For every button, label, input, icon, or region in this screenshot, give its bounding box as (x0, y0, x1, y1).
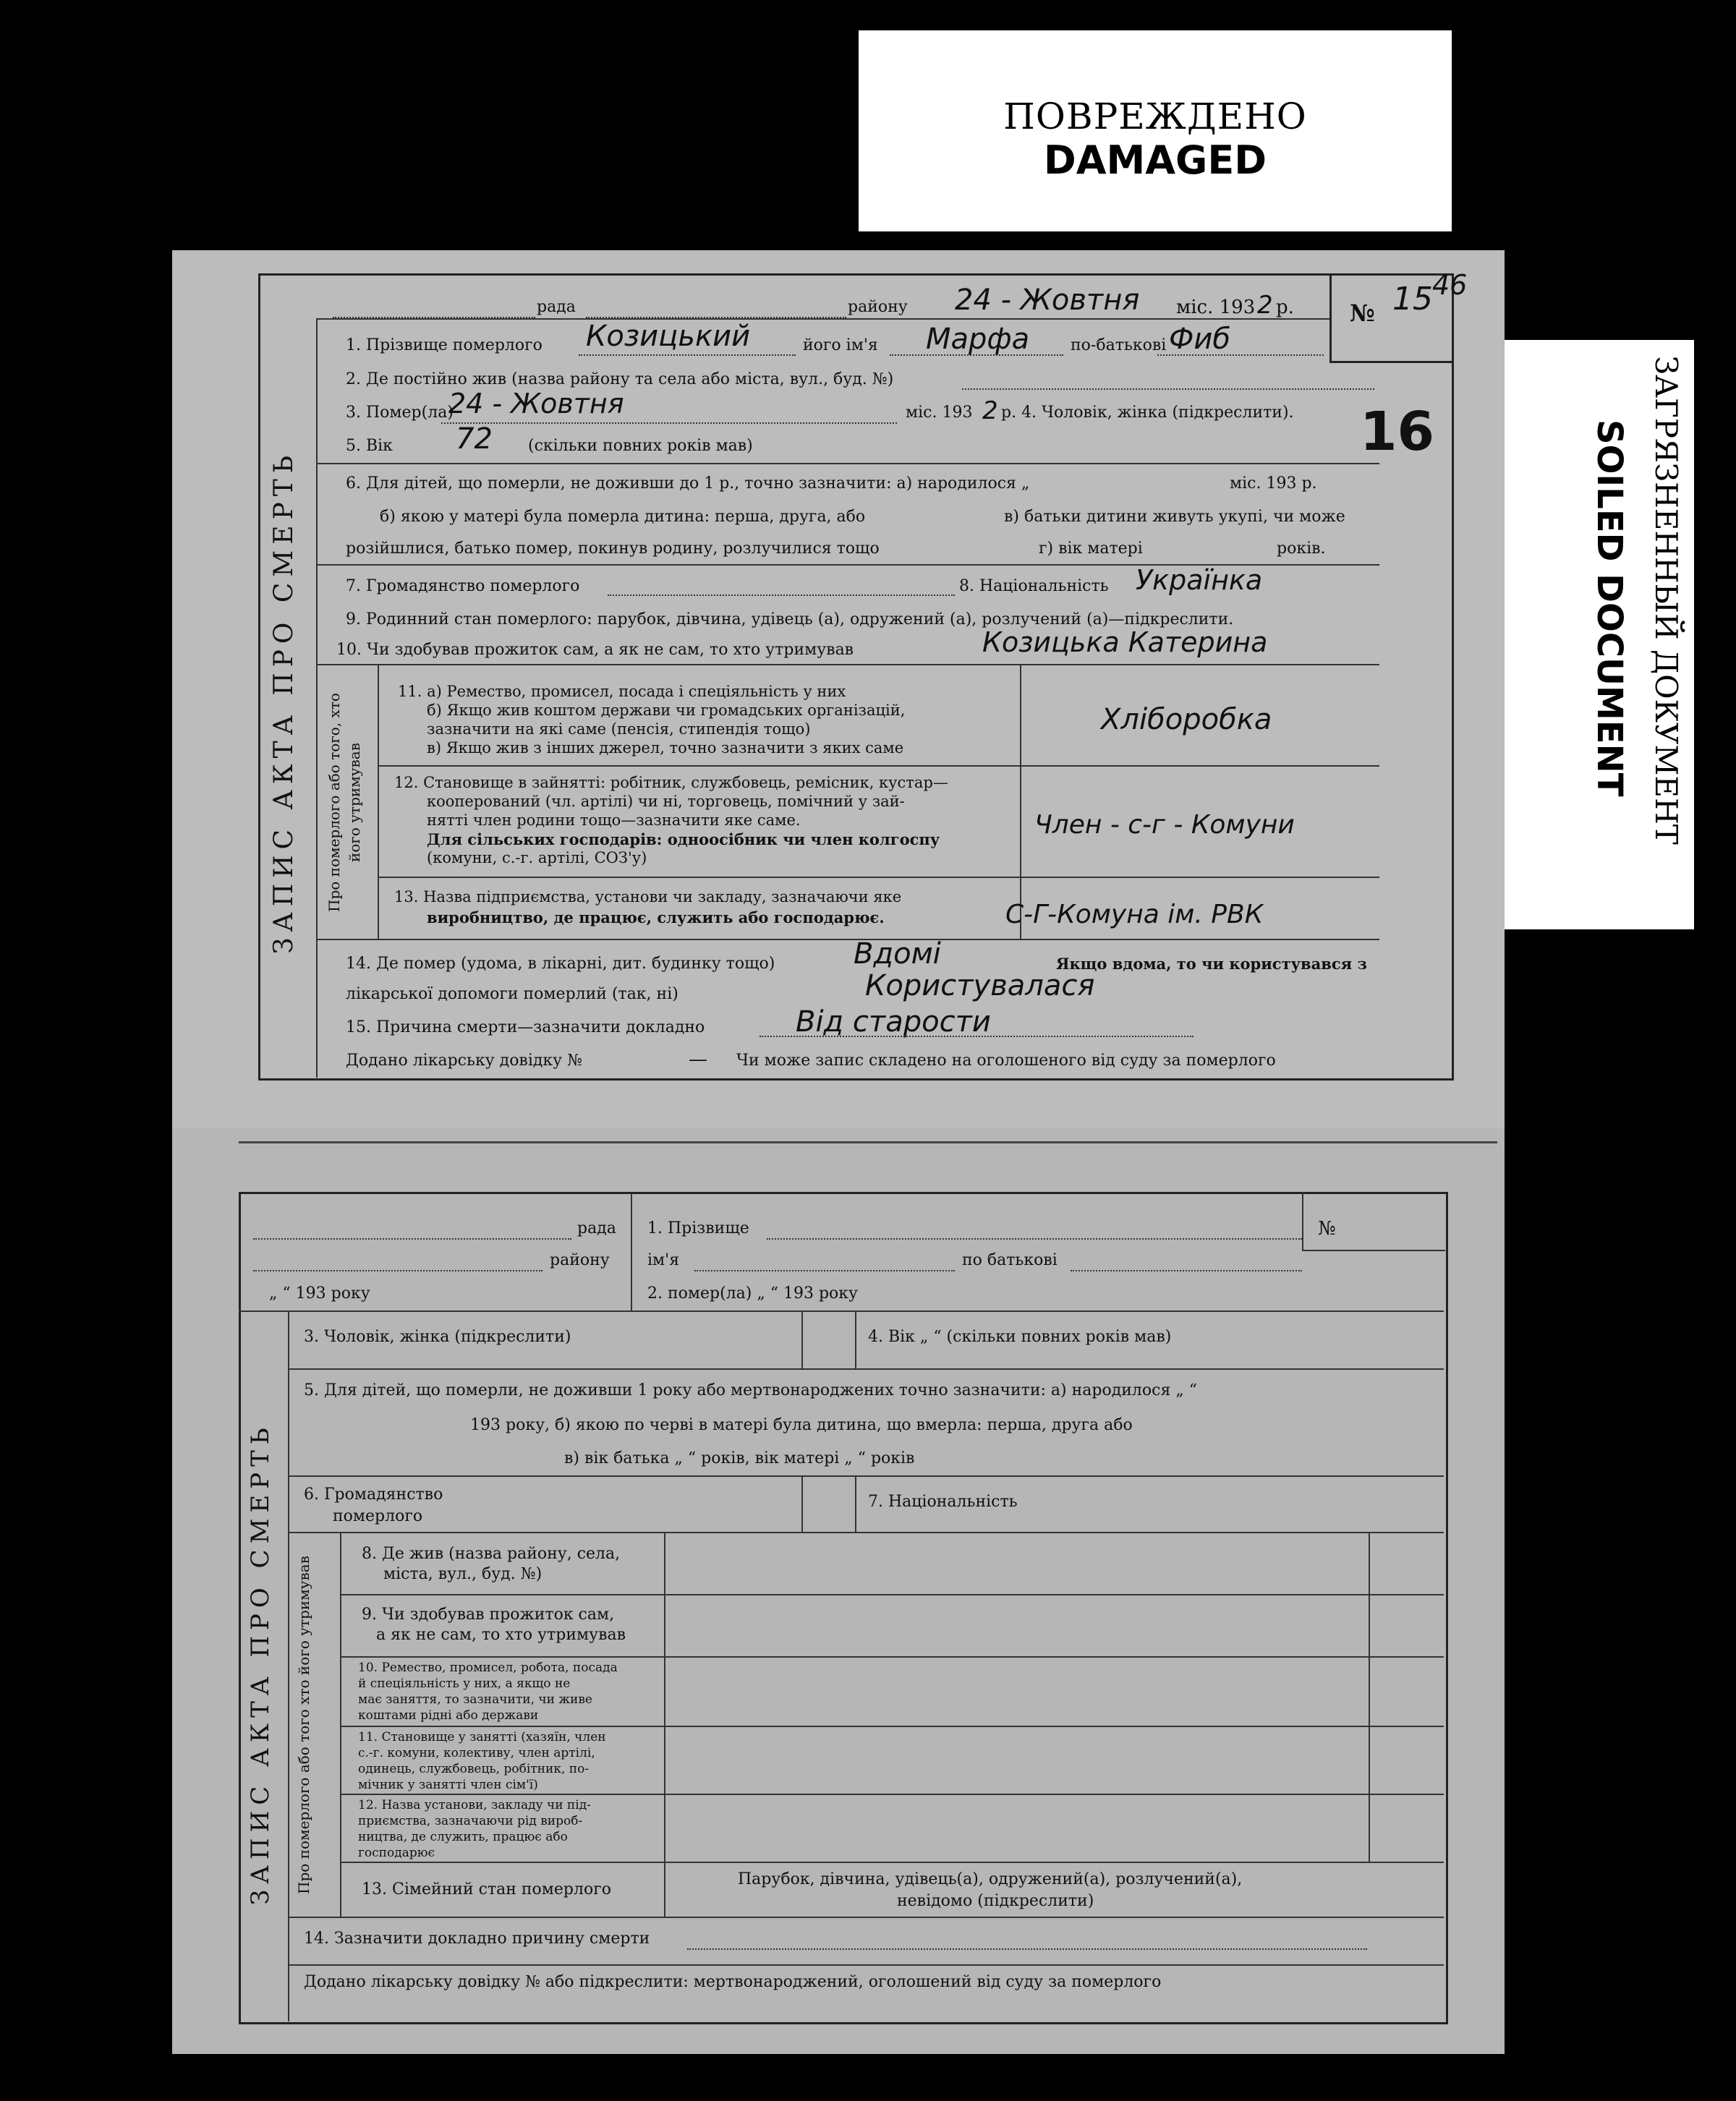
form2-r11-line3: одинець, службовець, робітник, по- (358, 1762, 590, 1776)
form2-r10-line2: й спеціяльність у них, а якщо не (358, 1676, 571, 1691)
form1-medical-help: Користувалася (865, 969, 1095, 1002)
soiled-stamp (1502, 340, 1694, 929)
form1-q6-line1: 6. Для дітей, що померли, не доживши до 1 р., точно зазначити: а) народилося „ (346, 474, 1030, 493)
form1-q12-line5: (комуни, с.-г. артілі, СОЗ'у) (427, 849, 647, 866)
form2-f1c: по батькові (962, 1251, 1058, 1269)
form2-r5-line2: 193 року, б) якою по черві в матері була дитина, що вмерла: перша, друга або (470, 1416, 1133, 1434)
form2-side-title: ЗАПИС АКТА ПРО СМЕРТЬ (246, 1422, 275, 1905)
form1-q13-line1: 13. Назва підприємства, установи чи закладу, зазначаючи яке (394, 888, 902, 905)
form2-r12-line1: 12. Назва установи, закладу чи під- (358, 1798, 591, 1812)
form1-q14-label: 14. Де помер (удома, в лікарні, дит. будинку тощо) (346, 955, 775, 973)
form2-r10-line1: 10. Ремество, промисел, робота, посада (358, 1661, 618, 1675)
form1-q11-line1: 11. а) Ремество, промисел, посада і спеціяльність у них (398, 683, 846, 700)
form1-q14-label3: лікарської допомоги померлий (так, ні) (346, 985, 678, 1003)
form1-q11-line3: зазначити на які саме (пенсія, стипендія тощо) (427, 720, 811, 738)
form1-nationality: Українка (1136, 564, 1263, 596)
form1-q3-label: 3. Помер(ла) (346, 404, 454, 422)
form1-workplace: С-Г-Комуна ім. РВК (1005, 900, 1264, 929)
form1-q12-line3: нятті член родини тощо—зазначити яке саме. (427, 811, 801, 829)
form1-q4-label: р. 4. Чоловік, жінка (підкреслити). (1001, 404, 1294, 422)
form2-r8-line1: 8. Де жив (назва району, села, (362, 1545, 621, 1563)
form2-r12-line2: приємства, зазначаючи рід вироб- (358, 1814, 583, 1828)
form2-side-subtitle: Про померлого або того хто його утримував (295, 1556, 312, 1894)
form1-attach-label: Додано лікарську довідку № (346, 1052, 582, 1070)
damaged-stamp-en: DAMAGED (1043, 137, 1267, 183)
form1-q15-label: 15. Причина смерти—зазначити докладно (346, 1018, 705, 1036)
form2-raionu: району (550, 1251, 610, 1269)
form1-q6-line3-mid: г) вік матері (1039, 540, 1143, 558)
form1-q6-line1-end: міс. 193 р. (1230, 474, 1317, 493)
form2-r11-line1: 11. Становище у занятті (хазяїн, член (358, 1730, 606, 1744)
form1-number-label: № (1350, 299, 1375, 327)
form1-q1-patronymic-label: по-батькові (1071, 336, 1167, 354)
form1-q1-name-label: його ім'я (803, 336, 878, 354)
form1-surname: Козицький (586, 320, 751, 353)
form1-q12-line1: 12. Становище в зайнятті: робітник, службовець, ремісник, кустар— (394, 774, 948, 791)
form1-q11-line4: в) Якщо жив з інших джерел, точно зазначити з яких саме (427, 739, 904, 757)
form2-r6-line2: померлого (333, 1507, 423, 1525)
form2-r11-line4: мічник у занятті член сім'ї) (358, 1778, 538, 1792)
form2-r6-line1: 6. Громадянство (304, 1486, 443, 1504)
form1-occupation: Хліборобка (1101, 703, 1272, 736)
form1-q6-line3: розійшлися, батько помер, покинув родину, розлучилися тощо (346, 540, 880, 558)
damaged-stamp (859, 30, 1452, 231)
form2-r5-line1: 5. Для дітей, що померли, не доживши 1 року або мертвонароджених точно зазначити: а) народилося „ “ (304, 1381, 1197, 1399)
form2-f1: 1. Прізвище (647, 1219, 749, 1237)
form1-q13-line2: виробництво, де працює, служить або господарює. (427, 908, 885, 926)
form2-attach: Додано лікарську довідку № або підкреслити: мертвонароджений, оголошений від суду за померлого (304, 1973, 1162, 1991)
form1-side-divider (316, 318, 318, 1078)
fold-line (239, 1141, 1497, 1143)
form1-patronymic: Фиб (1169, 323, 1231, 356)
form2-r14: 14. Зазначити докладно причину смерти (304, 1930, 650, 1948)
form1-q2-label: 2. Де постійно жив (назва району та села або міста, вул., буд. №) (346, 370, 894, 388)
form1-corner-value: 46 (1432, 269, 1468, 301)
form2-num: № (1318, 1218, 1336, 1240)
form1-side-number: 16 (1360, 401, 1434, 463)
form1-q6-line2-mid: в) батьки дитини живуть укупі, чи може (1004, 508, 1345, 526)
form1-rada: рада (537, 298, 576, 316)
form2-rada: рада (577, 1219, 616, 1237)
form1-q9-label: 9. Родинний стан померлого: парубок, дівчина, удівець (а), одружений (а), розлучений (а)—підкреслити. (346, 610, 1234, 628)
form2-r7: 7. Національність (868, 1493, 1018, 1511)
form2-r10-line4: коштами рідні або держави (358, 1708, 539, 1723)
form1-death-place: Вдомі (854, 937, 941, 971)
form2-r4: 4. Вік „ “ (скільки повних років мав) (868, 1328, 1172, 1346)
form2-r13-options2: невідомо (підкреслити) (897, 1892, 1094, 1910)
form1-q7-label: 7. Громадянство померлого (346, 577, 580, 595)
soiled-stamp-ua: ЗАГРЯЗНЕННЫЙ ДОКУМЕНТ (1648, 356, 1684, 845)
form1-cause: Від старости (796, 1005, 991, 1039)
form2-f2: 2. помер(ла) „ “ 193 року (647, 1284, 858, 1303)
form1-first-name: Марфа (926, 323, 1030, 356)
form1-death-date: 24 - Жовтня (448, 388, 624, 419)
form1-attach-label2: Чи може запис складено на оголошеного від суду за померлого (736, 1052, 1276, 1070)
form1-age: 72 (456, 422, 493, 456)
form2-r3: 3. Чоловік, жінка (підкреслити) (304, 1328, 571, 1346)
form1-q12-line4: Для сільських господарів: одноосібник чи член колгоспу (427, 830, 940, 848)
form2-r13-options1: Парубок, дівчина, удівець(а), одружений(а), розлучений(а), (738, 1870, 1243, 1888)
form2-r12-line4: господарює (358, 1846, 435, 1860)
form1-q12-line2: кооперований (чл. артілі) чи ні, торговець, помічний у зай- (427, 793, 905, 810)
form1-q8-label: 8. Національність (959, 577, 1109, 595)
form1-status: Член - с-г - Комуни (1034, 810, 1295, 840)
form2-r9-line2: а як не сам, то хто утримував (376, 1626, 626, 1644)
form1-q11-line2: б) Якщо жив коштом держави чи громадських організацій, (427, 702, 906, 719)
form1-q10-label: 10. Чи здобував прожиток сам, а як не сам, то хто утримував (336, 641, 854, 659)
form1-header-date: 24 - Жовтня (955, 284, 1140, 317)
form1-q3-mis: міс. 193 (906, 404, 973, 422)
form2-r5-line3: в) вік батька „ “ років, вік матері „ “ років (564, 1449, 915, 1467)
form1-q5-label: 5. Вік (346, 437, 393, 455)
damaged-stamp-ua: ПОВРЕЖДЕНО (1003, 95, 1307, 137)
form1-number-value: 15 (1392, 281, 1433, 318)
form2-date: „ “ 193 року (269, 1284, 370, 1303)
form2-r9-line1: 9. Чи здобував прожиток сам, (362, 1606, 615, 1624)
form1-header-mis: міс. 193 (1176, 297, 1256, 318)
form2-r10-line3: має заняття, то зазначити, чи живе (358, 1692, 592, 1707)
form1-q3-year: 2 (982, 396, 998, 425)
form1-raionu: району (848, 298, 908, 316)
form1-attach-value: — (689, 1049, 707, 1070)
form1-q6-line2: б) якою у матері була померла дитина: перша, друга, або (380, 508, 866, 526)
form2-r12-line3: ництва, де служить, працює або (358, 1830, 568, 1844)
form1-supporter: Козицька Катерина (982, 626, 1268, 658)
form1-q1-label: 1. Прізвище померлого (346, 336, 542, 354)
form1-side-title: ЗАПИС АКТА ПРО СМЕРТЬ (269, 449, 299, 954)
form1-header-year: 2 (1257, 291, 1273, 320)
form1-side-subtitle: Про померлого або того, хто його утримував (326, 693, 363, 913)
form1-header-r: р. (1276, 297, 1294, 318)
form2-r13: 13. Сімейний стан померлого (362, 1880, 612, 1898)
form2-r11-line2: с.-г. комуни, колективу, член артілі, (358, 1746, 595, 1760)
form2-r8-line2: міста, вул., буд. №) (383, 1565, 542, 1583)
form1-q14-label2: Якщо вдома, то чи користувався з (1056, 955, 1367, 973)
form2-f1b: ім'я (647, 1251, 680, 1269)
form1-q6-line3-end: років. (1277, 540, 1326, 558)
form1-q5-note: (скільки повних років мав) (528, 437, 753, 455)
soiled-stamp-en: SOILED DOCUMENT (1589, 419, 1630, 797)
